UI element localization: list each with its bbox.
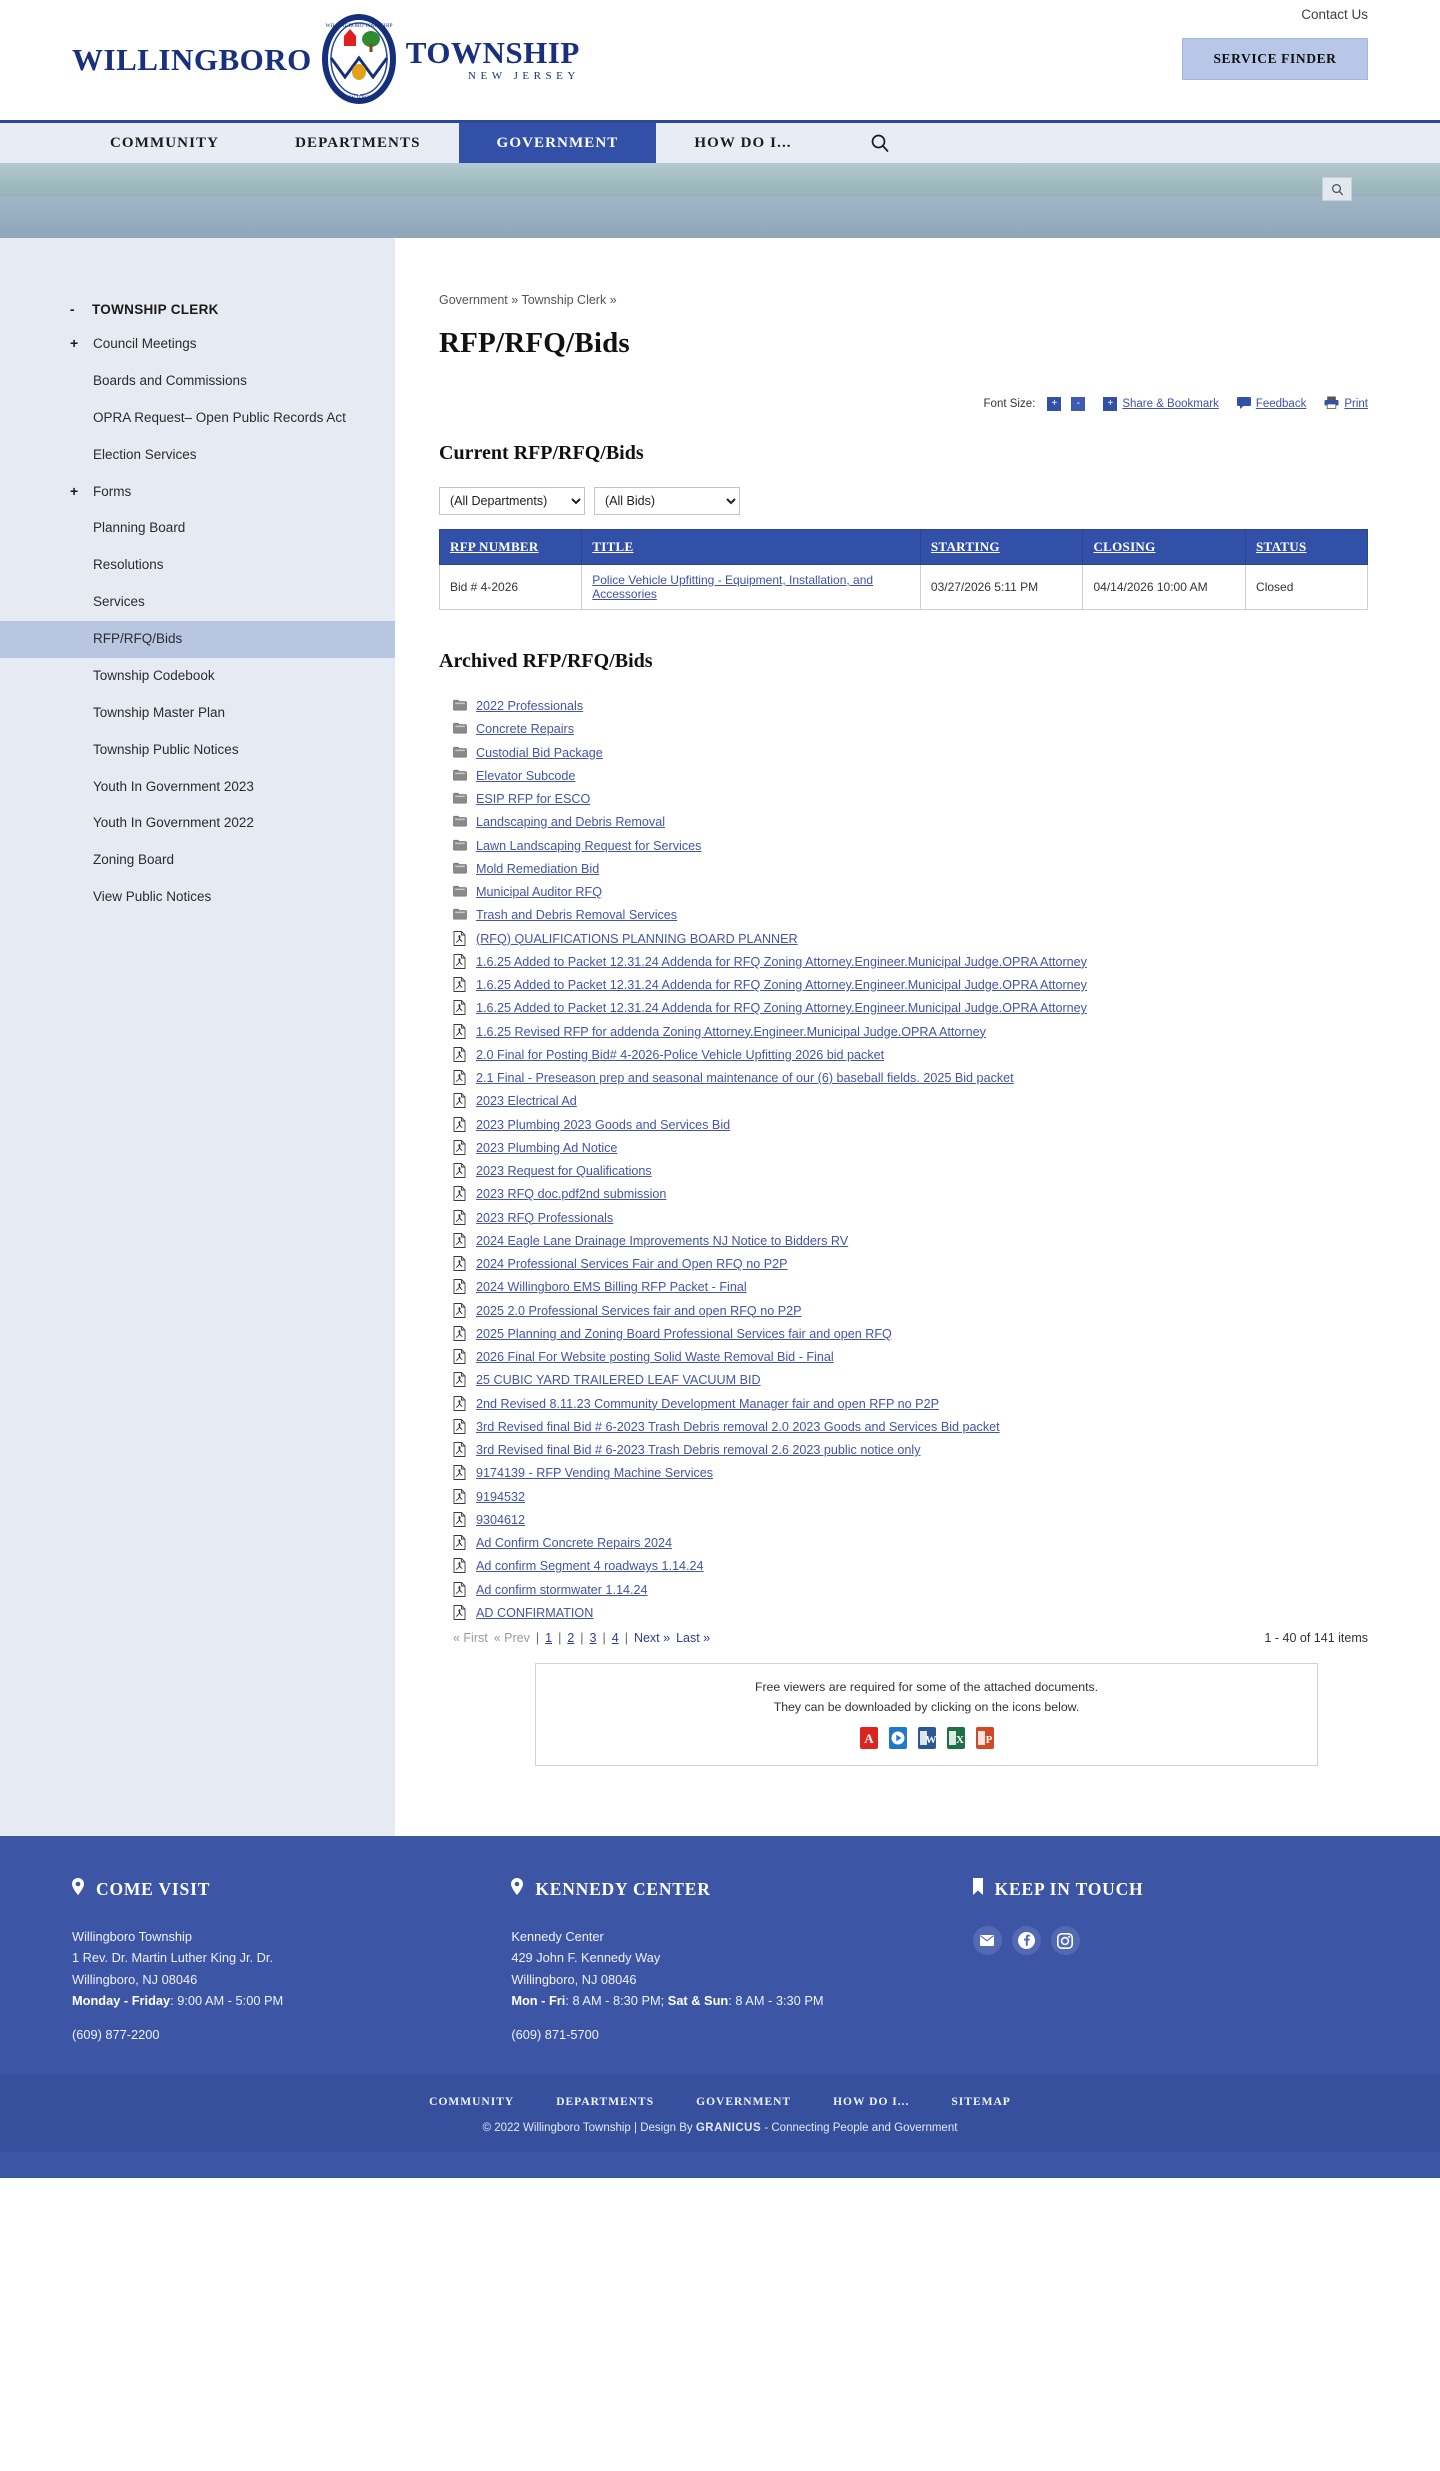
bookmark-icon	[973, 1878, 983, 1900]
sidebar-item-label: Boards and Commissions	[93, 372, 247, 388]
sidebar-item-label: Planning Board	[93, 520, 186, 536]
pdf-icon	[453, 1047, 467, 1062]
current-bids-table	[439, 529, 1368, 610]
list-item	[439, 997, 1368, 1020]
col-starting[interactable]: STARTING	[920, 530, 1083, 565]
folder-icon	[453, 698, 467, 713]
folder-icon	[453, 814, 467, 829]
archive-document-link[interactable]: 2023 RFQ doc.pdf2nd submission	[476, 1187, 667, 1202]
list-item	[439, 1369, 1368, 1392]
archive-document-link[interactable]: Ad confirm Segment 4 roadways 1.14.24	[476, 1559, 704, 1574]
pdf-icon	[453, 954, 467, 969]
svg-text:W: W	[925, 1734, 936, 1747]
folder-icon	[453, 768, 467, 783]
list-item	[439, 811, 1368, 834]
archive-folder-link[interactable]: Mold Remediation Bid	[476, 861, 600, 876]
archive-document-link[interactable]: Ad Confirm Concrete Repairs 2024	[476, 1536, 672, 1550]
email-icon[interactable]	[973, 1926, 1002, 1955]
cell-starting: 03/27/2026 5:11 PM	[920, 565, 1083, 610]
print-link[interactable]: Print	[1344, 398, 1368, 410]
archive-document-link[interactable]: 2023 Request for Qualifications	[476, 1164, 652, 1178]
pagination-page-1[interactable]: 1	[545, 1631, 553, 1645]
sidebar-item-label: Election Services	[93, 446, 197, 462]
sidebar-item-label: View Public Notices	[93, 889, 212, 905]
current-bids-heading: Current RFP/RFQ/Bids	[439, 442, 644, 464]
list-item	[439, 928, 1368, 951]
pdf-icon	[453, 1163, 467, 1178]
acrobat-reader-icon[interactable]	[859, 1727, 879, 1749]
sidebar-item-label: Resolutions	[93, 557, 164, 573]
sidebar-item-label: Youth In Government 2022	[93, 815, 254, 831]
list-item	[439, 1067, 1368, 1090]
archive-document-link[interactable]: 2023 Electrical Ad	[476, 1094, 577, 1109]
pagination-page-2[interactable]: 2	[567, 1631, 575, 1645]
breadcrumb[interactable]: Government » Township Clerk »	[439, 293, 617, 307]
site-footer	[0, 1836, 1440, 2177]
sidebar-item-forms[interactable]	[0, 474, 395, 511]
archive-document-link[interactable]: 2.0 Final for Posting Bid# 4-2026-Police Vehicle Upfitting 2026 bid packet	[476, 1047, 885, 1062]
list-item	[439, 1346, 1368, 1369]
archive-document-link[interactable]: 2023 Plumbing 2023 Goods and Services Bid	[476, 1117, 731, 1132]
list-item	[439, 1602, 1368, 1625]
folder-icon	[453, 791, 467, 806]
archive-document-link[interactable]: (RFQ) QUALIFICATIONS PLANNING BOARD PLANNER	[476, 931, 798, 946]
list-item	[439, 1044, 1368, 1067]
svg-text:A: A	[863, 1731, 874, 1747]
pdf-icon	[453, 1558, 467, 1573]
feedback-link[interactable]: Feedback	[1255, 398, 1307, 410]
footer-address-line: 1 Rev. Dr. Martin Luther King Jr. Dr.	[72, 1950, 274, 1966]
pdf-icon	[453, 1000, 467, 1015]
sidebar-item-services[interactable]	[0, 584, 395, 621]
free-viewers-box	[535, 1663, 1318, 1766]
instagram-icon[interactable]	[1051, 1926, 1080, 1955]
col-closing[interactable]: CLOSING	[1083, 530, 1246, 565]
footer-phone[interactable]: (609) 877-2200	[72, 2026, 160, 2042]
footer-phone[interactable]: (609) 871-5700	[511, 2026, 599, 2042]
archive-document-link[interactable]: 2024 Eagle Lane Drainage Improvements NJ Notice to Bidders RV	[476, 1233, 849, 1248]
archive-document-link[interactable]: 3rd Revised final Bid # 6-2023 Trash Debris removal 2.6 2023 public notice only	[476, 1443, 921, 1457]
sidebar-item-label: OPRA Request– Open Public Records Act	[93, 409, 346, 425]
footer-navigation	[0, 2096, 1440, 2108]
pdf-icon	[453, 1093, 467, 1108]
nav-item-community[interactable]: COMMUNITY	[110, 134, 220, 151]
logo-text-right: TOWNSHIP	[405, 34, 580, 70]
list-item	[439, 1183, 1368, 1206]
list-item	[439, 1323, 1368, 1346]
archive-document-link[interactable]: 2025 2.0 Professional Services fair and open RFQ no P2P	[476, 1303, 802, 1318]
footer-bottom-bar	[0, 2074, 1440, 2152]
sidebar-item-label: Township Master Plan	[93, 704, 226, 720]
pagination-page-4[interactable]: 4	[611, 1631, 619, 1645]
svg-text:P: P	[985, 1734, 992, 1747]
bid-type-filter-select[interactable]	[594, 487, 740, 515]
sidebar-item-council-meetings[interactable]	[0, 326, 395, 363]
pdf-icon	[453, 1372, 467, 1387]
sidebar-item-township-codebook[interactable]	[0, 658, 395, 695]
list-item	[439, 718, 1368, 741]
list-item	[439, 1090, 1368, 1113]
svg-text:X: X	[955, 1734, 964, 1747]
footer-hours: Monday - Friday: 9:00 AM - 5:00 PM	[72, 1992, 284, 2008]
list-item	[439, 951, 1368, 974]
facebook-icon[interactable]	[1012, 1926, 1041, 1955]
pagination-controls: « First « Prev | 1 | 2 | 3 | 4 | Next » Last »	[453, 1631, 711, 1645]
list-item	[439, 1393, 1368, 1416]
list-item	[439, 1555, 1368, 1578]
sidebar-item-label: Services	[93, 594, 145, 610]
pdf-icon	[453, 1279, 467, 1294]
list-item	[439, 1230, 1368, 1253]
svg-text:NEW JERSEY: NEW JERSEY	[342, 95, 376, 101]
folder-icon	[453, 907, 467, 922]
archive-document-link[interactable]: 2nd Revised 8.11.23 Community Development Manager fair and open RFP no P2P	[476, 1396, 939, 1411]
sidebar-item-label: Council Meetings	[93, 336, 197, 351]
footer-nav-government[interactable]: GOVERNMENT	[696, 2095, 792, 2108]
list-item	[439, 1114, 1368, 1137]
sidebar-item-planning-board[interactable]	[0, 510, 395, 547]
feedback-icon	[1237, 397, 1251, 412]
footer-address-line: 429 John F. Kennedy Way	[511, 1950, 661, 1966]
sidebar-root-label: TOWNSHIP CLERK	[92, 302, 219, 317]
excel-viewer-icon[interactable]	[946, 1727, 966, 1749]
archive-document-link[interactable]: 1.6.25 Revised RFP for addenda Zoning Attorney.Engineer.Municipal Judge.OPRA Attorney	[476, 1024, 986, 1039]
footer-nav-sitemap[interactable]: SITEMAP	[951, 2095, 1011, 2108]
cell-title	[582, 565, 921, 610]
archive-document-link[interactable]: 1.6.25 Added to Packet 12.31.24 Addenda for RFQ Zoning Attorney.Engineer.Municipal Judge.OPRA Attorney	[476, 1001, 1087, 1016]
list-item	[439, 1021, 1368, 1044]
township-seal-icon	[314, 14, 404, 104]
col-status[interactable]: STATUS	[1246, 530, 1368, 565]
archive-document-link[interactable]: 1.6.25 Added to Packet 12.31.24 Addenda for RFQ Zoning Attorney.Engineer.Municipal Judge.OPRA Attorney	[476, 954, 1087, 969]
archive-folder-link[interactable]: Elevator Subcode	[476, 768, 576, 783]
sidebar-item-label: Youth In Government 2023	[93, 778, 254, 794]
footer-heading: KEEP IN TOUCH	[994, 1878, 1144, 1899]
pdf-icon	[453, 1535, 467, 1550]
page-tools-bar	[439, 396, 1368, 412]
pdf-icon	[453, 1024, 467, 1039]
print-icon	[1324, 396, 1339, 412]
pdf-icon	[453, 1442, 467, 1457]
list-item	[439, 1486, 1368, 1509]
sidebar-item-youth-in-government-2022[interactable]	[0, 805, 395, 842]
pdf-icon	[453, 1117, 467, 1132]
font-decrease-button[interactable]: -	[1071, 397, 1085, 411]
cell-status: Closed	[1246, 565, 1368, 610]
archive-folder-link[interactable]: Concrete Repairs	[476, 722, 574, 737]
footer-nav-how-do-i[interactable]: HOW DO I...	[833, 2095, 910, 2108]
archive-document-link[interactable]: 9194532	[476, 1489, 526, 1504]
font-size-label: Font Size:	[983, 398, 1036, 410]
pdf-icon	[453, 1303, 467, 1318]
folder-icon	[453, 884, 467, 899]
copyright-text: © 2022 Willingboro Township | Design By GRANICUS - Connecting People and Government	[482, 2121, 958, 2134]
pdf-icon	[453, 1210, 467, 1225]
expand-toggle-icon[interactable]: +	[70, 335, 79, 351]
site-header	[0, 0, 1440, 120]
main-content	[395, 238, 1440, 1836]
service-finder-button[interactable]: SERVICE FINDER	[1182, 38, 1368, 80]
pdf-icon	[453, 1070, 467, 1085]
pagination-next[interactable]: Next »	[633, 1631, 671, 1645]
sidebar-item-view-public-notices[interactable]	[0, 879, 395, 916]
pagination-bar	[439, 1631, 1368, 1645]
archive-document-link[interactable]: Ad confirm stormwater 1.14.24	[476, 1582, 648, 1597]
archive-document-link[interactable]: 3rd Revised final Bid # 6-2023 Trash Debris removal 2.0 2023 Goods and Services Bid packet	[476, 1419, 1000, 1434]
logo-text-left: WILLINGBORO	[72, 41, 312, 77]
cell-rfp-number: Bid # 4-2026	[440, 565, 582, 610]
viewers-line-1: Free viewers are required for some of the attached documents.	[754, 1680, 1099, 1694]
expand-toggle-icon[interactable]: +	[70, 482, 79, 499]
list-item	[439, 1509, 1368, 1532]
page-title: RFP/RFQ/Bids	[439, 327, 630, 359]
pagination-last[interactable]: Last »	[676, 1631, 711, 1645]
font-increase-button[interactable]: +	[1047, 397, 1061, 411]
list-item	[439, 788, 1368, 811]
nav-item-how-do-i[interactable]: HOW DO I...	[694, 134, 792, 151]
bid-filters	[439, 487, 1368, 515]
archive-folder-link[interactable]: Trash and Debris Removal Services	[476, 908, 678, 923]
folder-icon	[453, 861, 467, 876]
footer-address-line: Willingboro Township	[72, 1929, 192, 1945]
list-item	[439, 1160, 1368, 1183]
archive-document-link[interactable]: 9304612	[476, 1512, 526, 1527]
sidebar-item-township-master-plan[interactable]	[0, 695, 395, 732]
map-pin-icon	[511, 1878, 523, 1900]
list-item	[439, 1462, 1368, 1485]
list-item	[439, 1207, 1368, 1230]
logo-subtitle: NEW JERSEY	[468, 69, 580, 82]
table-header-row	[440, 530, 1368, 565]
pdf-icon	[453, 977, 467, 992]
list-item	[439, 695, 1368, 718]
pdf-icon	[453, 1256, 467, 1271]
sidebar-item-label: Township Public Notices	[93, 741, 239, 757]
windows-media-player-icon[interactable]	[888, 1727, 908, 1749]
bid-title-link[interactable]: Police Vehicle Upfitting - Equipment, Installation, and Accessories	[592, 573, 874, 601]
sidebar-item-label: Forms	[93, 483, 132, 499]
pagination-page-3[interactable]: 3	[589, 1631, 597, 1645]
footer-nav-departments[interactable]: DEPARTMENTS	[556, 2095, 655, 2108]
archive-document-link[interactable]: 25 CUBIC YARD TRAILERED LEAF VACUUM BID	[476, 1373, 761, 1388]
col-rfp-number[interactable]: RFP NUMBER	[440, 530, 582, 565]
footer-column-come-visit	[72, 1878, 511, 2041]
folder-icon	[453, 721, 467, 736]
list-item	[439, 1439, 1368, 1462]
sidebar-item-label: RFP/RFQ/Bids	[93, 631, 183, 646]
pdf-icon	[453, 1512, 467, 1527]
share-bookmark-link[interactable]: Share & Bookmark	[1122, 398, 1219, 410]
list-item	[439, 1300, 1368, 1323]
contact-us-link[interactable]: Contact Us	[1301, 7, 1368, 22]
folder-icon	[453, 838, 467, 853]
viewers-line-2: They can be downloaded by clicking on the icons below.	[773, 1699, 1080, 1714]
pagination-count: 1 - 40 of 141 items	[1264, 1631, 1368, 1645]
list-item	[439, 1137, 1368, 1160]
list-item	[439, 904, 1368, 927]
svg-text:WILLINGBORO TOWNSHIP: WILLINGBORO TOWNSHIP	[325, 23, 393, 29]
pdf-icon	[453, 1140, 467, 1155]
sidebar-navigation	[0, 238, 395, 1836]
hero-search-icon[interactable]	[1322, 177, 1352, 201]
department-filter-select[interactable]	[439, 487, 585, 515]
share-plus-icon[interactable]: +	[1103, 397, 1117, 411]
sidebar-item-rfp-rfq-bids[interactable]	[0, 621, 395, 658]
archive-folder-link[interactable]: Custodial Bid Package	[476, 745, 603, 760]
list-item	[439, 1276, 1368, 1299]
archive-document-link[interactable]: 1.6.25 Added to Packet 12.31.24 Addenda for RFQ Zoning Attorney.Engineer.Municipal Judge.OPRA Attorney	[476, 978, 1087, 992]
sidebar-item-zoning-board[interactable]	[0, 842, 395, 879]
pdf-icon	[453, 1233, 467, 1248]
archive-document-link[interactable]: 2025 Planning and Zoning Board Professional Services fair and open RFQ	[476, 1326, 892, 1341]
pdf-icon	[453, 1605, 467, 1620]
archive-folder-link[interactable]: ESIP RFP for ESCO	[476, 792, 591, 806]
archive-document-link[interactable]: 2024 Professional Services Fair and Open RFQ no P2P	[476, 1257, 788, 1271]
list-item	[439, 974, 1368, 997]
hero-banner	[0, 163, 1440, 238]
search-icon[interactable]	[854, 123, 906, 163]
archive-document-link[interactable]: 2023 RFQ Professionals	[476, 1210, 614, 1225]
nav-item-government[interactable]: GOVERNMENT	[459, 123, 657, 163]
pagination-first: « First	[453, 1631, 488, 1645]
sidebar-item-township-public-notices[interactable]	[0, 732, 395, 769]
footer-address-line: Kennedy Center	[511, 1929, 604, 1945]
archive-document-link[interactable]: 2026 Final For Website posting Solid Waste Removal Bid - Final	[476, 1350, 834, 1364]
footer-nav-community[interactable]: COMMUNITY	[429, 2095, 515, 2108]
pdf-icon	[453, 1349, 467, 1364]
archived-bids-heading: Archived RFP/RFQ/Bids	[439, 650, 653, 672]
archive-document-link[interactable]: 2023 Plumbing Ad Notice	[476, 1140, 618, 1155]
footer-heading: COME VISIT	[96, 1878, 211, 1899]
powerpoint-viewer-icon[interactable]	[975, 1727, 995, 1749]
pdf-icon	[453, 1396, 467, 1411]
footer-address-line: Willingboro, NJ 08046	[72, 1971, 198, 1987]
list-item	[439, 765, 1368, 788]
sidebar-item-youth-in-government-2023[interactable]	[0, 769, 395, 806]
archive-folder-link[interactable]: Lawn Landscaping Request for Services	[476, 838, 702, 853]
list-item	[439, 1579, 1368, 1602]
list-item	[439, 835, 1368, 858]
footer-address-line: Willingboro, NJ 08046	[511, 1971, 637, 1987]
footer-column-kennedy-center	[511, 1878, 972, 2041]
pdf-icon	[453, 1582, 467, 1597]
pdf-icon	[453, 1465, 467, 1480]
collapse-toggle-icon[interactable]: -	[70, 302, 75, 317]
list-item	[439, 881, 1368, 904]
archive-document-link[interactable]: 2024 Willingboro EMS Billing RFP Packet - Final	[476, 1280, 747, 1295]
nav-item-departments[interactable]: DEPARTMENTS	[295, 134, 421, 151]
pdf-icon	[453, 1489, 467, 1504]
footer-heading: KENNEDY CENTER	[535, 1878, 711, 1899]
sidebar-item-election-services[interactable]	[0, 437, 395, 474]
sidebar-item-resolutions[interactable]	[0, 547, 395, 584]
sidebar-root-township-clerk[interactable]	[0, 293, 395, 326]
archive-document-link[interactable]: AD CONFIRMATION	[476, 1605, 594, 1620]
table-row	[440, 565, 1368, 610]
list-item	[439, 742, 1368, 765]
archive-folder-link[interactable]: Landscaping and Debris Removal	[476, 815, 666, 830]
archive-document-link[interactable]: 9174139 - RFP Vending Machine Services	[476, 1466, 714, 1481]
sidebar-item-boards-and-commissions[interactable]	[0, 363, 395, 400]
footer-hours: Mon - Fri: 8 AM - 8:30 PM; Sat & Sun: 8 AM - 3:30 PM	[511, 1992, 824, 2008]
footer-column-keep-in-touch	[973, 1878, 1368, 2041]
pdf-icon	[453, 1186, 467, 1201]
list-item	[439, 1532, 1368, 1555]
cell-closing: 04/14/2026 10:00 AM	[1083, 565, 1246, 610]
archived-documents-list	[439, 695, 1368, 1625]
archive-document-link[interactable]: 2.1 Final - Preseason prep and seasonal maintenance of our (6) baseball fields. 2025 Bid packet	[476, 1071, 1014, 1085]
word-viewer-icon[interactable]	[917, 1727, 937, 1749]
list-item	[439, 1416, 1368, 1439]
pdf-icon	[453, 1326, 467, 1341]
list-item	[439, 858, 1368, 881]
pagination-prev: « Prev	[493, 1631, 530, 1645]
main-navigation	[0, 120, 1440, 163]
archive-folder-link[interactable]: 2022 Professionals	[476, 699, 584, 713]
list-item	[439, 1253, 1368, 1276]
folder-icon	[453, 745, 467, 760]
archive-folder-link[interactable]: Municipal Auditor RFQ	[476, 885, 602, 899]
col-title[interactable]: TITLE	[582, 530, 921, 565]
pdf-icon	[453, 931, 467, 946]
sidebar-item-label: Township Codebook	[93, 667, 215, 683]
site-logo[interactable]	[72, 14, 580, 104]
map-pin-icon	[72, 1878, 84, 1900]
sidebar-item-label: Zoning Board	[93, 852, 175, 868]
sidebar-item-opra-request[interactable]	[0, 400, 395, 437]
pdf-icon	[453, 1419, 467, 1434]
